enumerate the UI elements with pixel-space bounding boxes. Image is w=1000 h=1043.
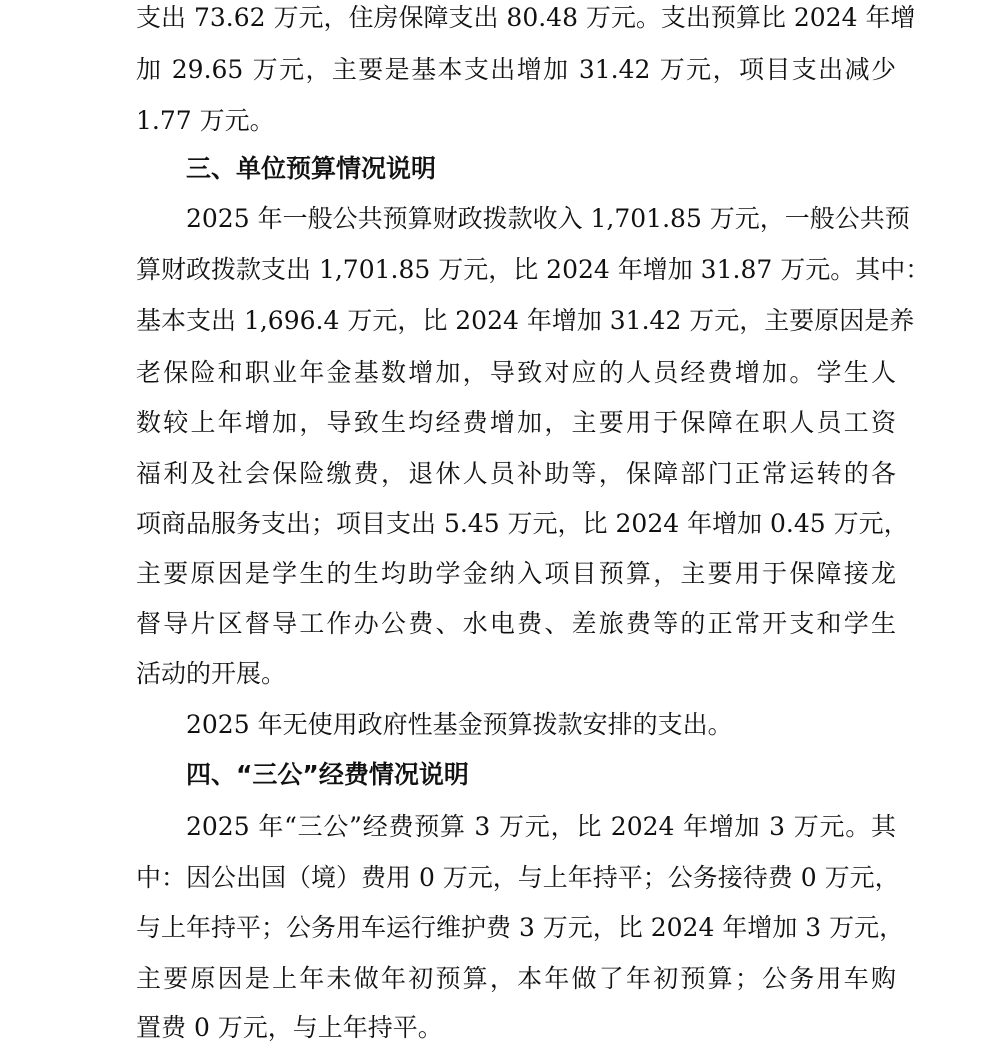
paragraph-line: 1.77 万元。 [136,106,275,135]
paragraph-line: 2025 年一般公共预算财政拨款收入 1,701.85 万元，一般公共预 [186,204,910,233]
paragraph-line: 2025 年“三公”经费预算 3 万元，比 2024 年增加 3 万元。其 [186,812,896,841]
paragraph-line: 老保险和职业年金基数增加，导致对应的人员经费增加。学生人 [136,358,896,387]
section-heading: 四、“三公”经费情况说明 [186,760,469,789]
paragraph-line: 数较上年增加，导致生均经费增加，主要用于保障在职人员工资 [136,408,896,437]
paragraph-line: 中：因公出国（境）费用 0 万元，与上年持平；公务接待费 0 万元， [136,863,900,892]
paragraph-line: 置费 0 万元，与上年持平。 [136,1013,443,1042]
paragraph-line: 主要原因是学生的生均助学金纳入项目预算，主要用于保障接龙 [136,559,896,588]
section-heading: 三、单位预算情况说明 [186,154,437,183]
paragraph-line: 项商品服务支出；项目支出 5.45 万元，比 2024 年增加 0.45 万元， [136,509,909,538]
paragraph-line: 2025 年无使用政府性基金预算拨款安排的支出。 [186,710,733,739]
paragraph-line: 督导片区督导工作办公费、水电费、差旅费等的正常开支和学生 [136,609,896,638]
paragraph-line: 与上年持平；公务用车运行维护费 3 万元，比 2024 年增加 3 万元， [136,913,905,942]
paragraph-line: 福利及社会保险缴费，退休人员补助等，保障部门正常运转的各 [136,459,896,488]
paragraph-line: 活动的开展。 [136,659,287,688]
paragraph-line: 主要原因是上年未做年初预算，本年做了年初预算；公务用车购 [136,964,896,993]
paragraph-line: 支出 73.62 万元，住房保障支出 80.48 万元。支出预算比 2024 年增 [136,3,916,32]
paragraph-line: 基本支出 1,696.4 万元，比 2024 年增加 31.42 万元，主要原因是养 [136,306,915,335]
paragraph-line: 算财政拨款支出 1,701.85 万元，比 2024 年增加 31.87 万元。其中： [136,255,931,284]
paragraph-line: 加 29.65 万元，主要是基本支出增加 31.42 万元，项目支出减少 [136,55,896,84]
